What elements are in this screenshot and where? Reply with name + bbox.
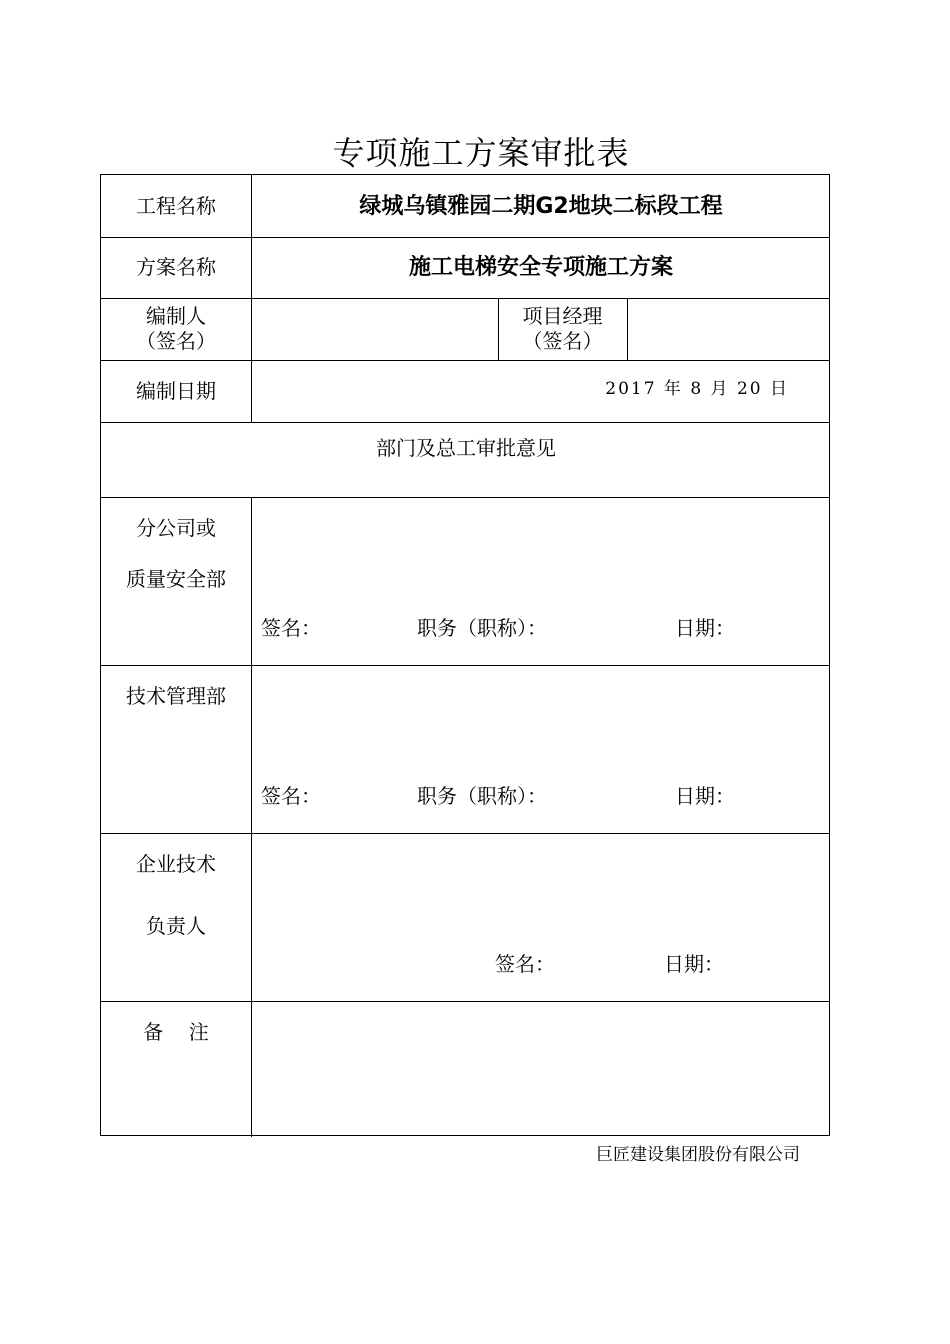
remarks-label: 备 注 — [143, 1020, 209, 1044]
branch-position-label: 职务（职称）： — [417, 616, 547, 640]
manager-label-line2: （签名） — [522, 329, 603, 353]
tech-dept-label: 技术管理部 — [126, 684, 226, 708]
compiler-label — [101, 298, 251, 360]
tech-position-label: 职务（职称）： — [417, 784, 547, 808]
manager-signature-field[interactable] — [627, 298, 831, 360]
row-divider — [101, 833, 829, 834]
enterprise-tech-label-line1: 企业技术 — [136, 852, 216, 876]
project-name-label: 工程名称 — [136, 193, 216, 218]
tech-sign-label: 签名： — [261, 784, 321, 808]
branch-date-label: 日期： — [675, 616, 735, 640]
project-name-value: 绿城乌镇雅园二期G2地块二标段工程 — [359, 193, 723, 219]
enterprise-sign-label: 签名： — [495, 952, 555, 976]
compiler-signature-field[interactable] — [251, 298, 498, 360]
company-name: 巨匠建设集团股份有限公司 — [596, 1145, 800, 1165]
branch-label-line2: 质量安全部 — [126, 567, 226, 591]
compiler-label-line2: （签名） — [136, 329, 216, 353]
manager-label-line1: 项目经理 — [522, 304, 603, 328]
tech-date-label: 日期： — [675, 784, 735, 808]
plan-name-value: 施工电梯安全专项施工方案 — [408, 255, 673, 280]
enterprise-date-label: 日期： — [664, 952, 724, 976]
compiler-label-line1: 编制人 — [146, 304, 206, 328]
approval-section-header: 部门及总工审批意见 — [376, 435, 556, 460]
row-divider — [101, 497, 829, 498]
compile-date-value: 2017 年 8 月 20 日 — [605, 379, 789, 399]
manager-label — [498, 298, 627, 360]
branch-label-line1: 分公司或 — [136, 516, 216, 540]
form-title: 专项施工方案审批表 — [332, 134, 630, 172]
branch-sign-label: 签名： — [261, 616, 321, 640]
approval-form-table — [100, 174, 830, 1136]
enterprise-tech-label-line2: 负责人 — [146, 914, 206, 938]
plan-name-label: 方案名称 — [136, 255, 216, 279]
remarks-field[interactable] — [251, 1001, 831, 1137]
row-divider — [101, 665, 829, 666]
compile-date-label: 编制日期 — [136, 378, 216, 403]
